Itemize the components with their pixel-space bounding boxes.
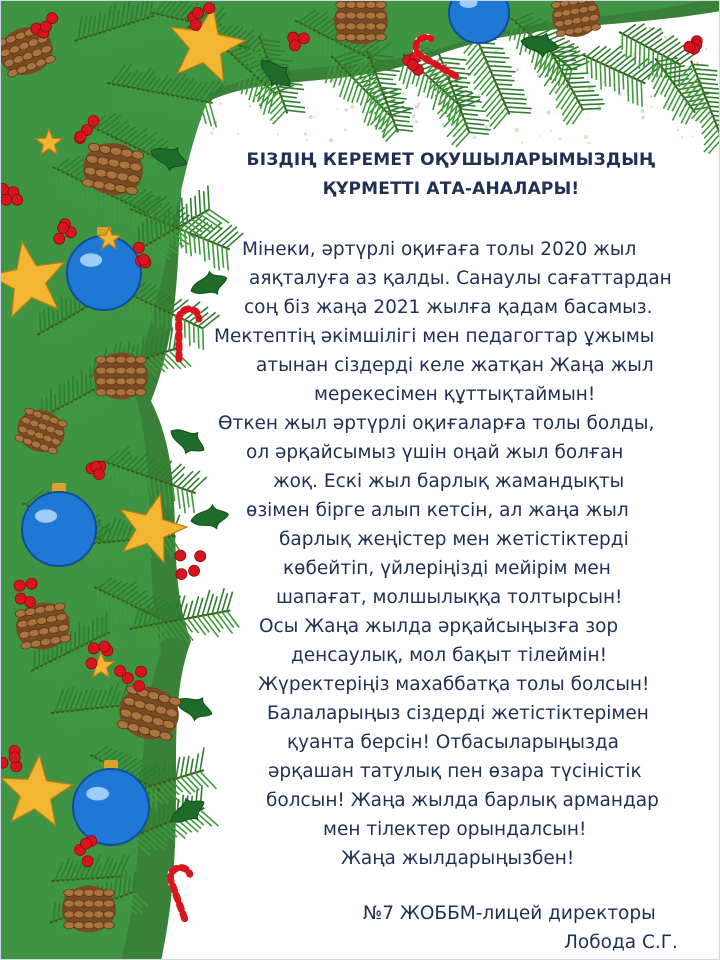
body-line-3: соң біз жаңа 2021 жылға қадам басамыз. <box>244 297 653 318</box>
red-berry-icon <box>94 469 105 480</box>
red-berry-icon <box>1 757 8 768</box>
red-berry-icon <box>195 551 206 562</box>
body-line-9: жоқ. Ескі жыл барлық жамандықты <box>273 471 625 492</box>
red-berry-icon <box>1 184 9 195</box>
pine-cone-icon <box>62 886 116 933</box>
red-berry-icon <box>12 194 23 205</box>
red-berry-icon <box>204 3 215 14</box>
red-berry-icon <box>58 222 69 233</box>
red-berry-icon <box>193 7 204 18</box>
pine-cone-icon <box>94 353 148 400</box>
signature-name: Лобода С.Г. <box>564 932 678 953</box>
signature-position: №7 ЖОББМ-лицей директоры <box>363 903 656 924</box>
red-berry-icon <box>289 40 300 51</box>
body-line-18: қуанта берсін! Отбасыларыңызда <box>287 732 619 753</box>
candy-cane-icon <box>168 865 204 919</box>
body-line-17: Балаларыңыз сіздерді жетістіктерімен <box>267 703 649 724</box>
holly-leaf-icon <box>187 267 231 303</box>
red-berry-icon <box>138 254 149 265</box>
body-line-14: Осы Жаңа жылда әрқайсыңызға зор <box>259 616 619 637</box>
red-berry-icon <box>88 643 99 654</box>
body-line-16: Жүректеріңіз махаббатқа толы болсын! <box>258 674 650 695</box>
red-berry-icon <box>133 242 144 253</box>
red-berry-icon <box>1 194 12 205</box>
red-berry-icon <box>88 116 99 127</box>
red-berry-icon <box>176 569 187 580</box>
red-berry-icon <box>175 550 186 561</box>
red-berry-icon <box>40 21 51 32</box>
holly-leaf-icon <box>189 503 231 533</box>
red-berry-icon <box>26 578 37 589</box>
red-berry-icon <box>298 33 309 44</box>
body-line-12: көбейтіп, үйлеріңізді мейірім мен <box>283 558 611 579</box>
red-berry-icon <box>75 131 86 142</box>
body-line-15: денсаулық, мол бақыт тілеймін! <box>291 645 608 666</box>
body-line-13: шапағат, молшылыққа толтырсын! <box>276 587 623 608</box>
body-line-10: өзімен бірге алып кетсін, ал жаңа жыл <box>246 500 629 521</box>
title-line-2: ҚҰРМЕТТІ АТА-АНАЛАРЫ! <box>322 179 580 199</box>
body-line-1: Мінеки, әртүрлі оқиғаға толы 2020 жыл <box>242 239 637 260</box>
red-berry-icon <box>134 681 145 692</box>
body-line-19: әрқашан татулық пен өзара түсіністік <box>268 761 642 782</box>
red-berry-icon <box>81 838 92 849</box>
pine-cone-icon <box>549 1 603 41</box>
pine-cone-icon <box>334 1 388 44</box>
red-berry-icon <box>54 233 65 244</box>
red-berry-icon <box>407 59 418 70</box>
body-line-5: атынан сіздерді келе жатқан Жаңа жыл <box>256 355 654 376</box>
body-line-7: Өткен жыл әртүрлі оқиғаларға толы болды, <box>218 413 655 434</box>
holly-leaf-icon <box>165 421 210 461</box>
red-berry-icon <box>99 641 110 652</box>
pine-branch-icon <box>573 33 661 107</box>
red-berry-icon <box>9 752 20 763</box>
title-line-1: БІЗДІҢ КЕРЕМЕТ ОҚУШЫЛАРЫМЫЗДЫҢ <box>246 150 656 170</box>
red-berry-icon <box>82 856 93 867</box>
body-line-2: аяқталуға аз қалды. Санаулы сағаттардан <box>249 268 672 289</box>
red-berry-icon <box>86 658 97 669</box>
red-berry-icon <box>684 41 695 52</box>
body-line-22: Жаңа жылдарыңызбен! <box>341 848 575 869</box>
body-line-21: мен тілектер орындалсын! <box>323 819 587 840</box>
body-line-11: барлық жеңістер мен жетістіктерді <box>279 529 629 550</box>
red-berry-icon <box>14 580 25 591</box>
body-line-8: ол әрқайсымыз үшін оңай жыл болған <box>246 442 624 463</box>
red-berry-icon <box>25 597 36 608</box>
body-line-6: мерекесімен құттықтаймын! <box>314 384 596 405</box>
body-line-4: Мектептің әкімшілігі мен педагогтар ұжымы <box>214 326 655 347</box>
red-berry-icon <box>189 565 200 576</box>
red-berry-icon <box>115 666 126 677</box>
body-line-20: болсын! Жаңа жылда барлық армандар <box>266 790 659 811</box>
red-berry-icon <box>190 19 201 30</box>
red-berry-icon <box>136 666 147 677</box>
